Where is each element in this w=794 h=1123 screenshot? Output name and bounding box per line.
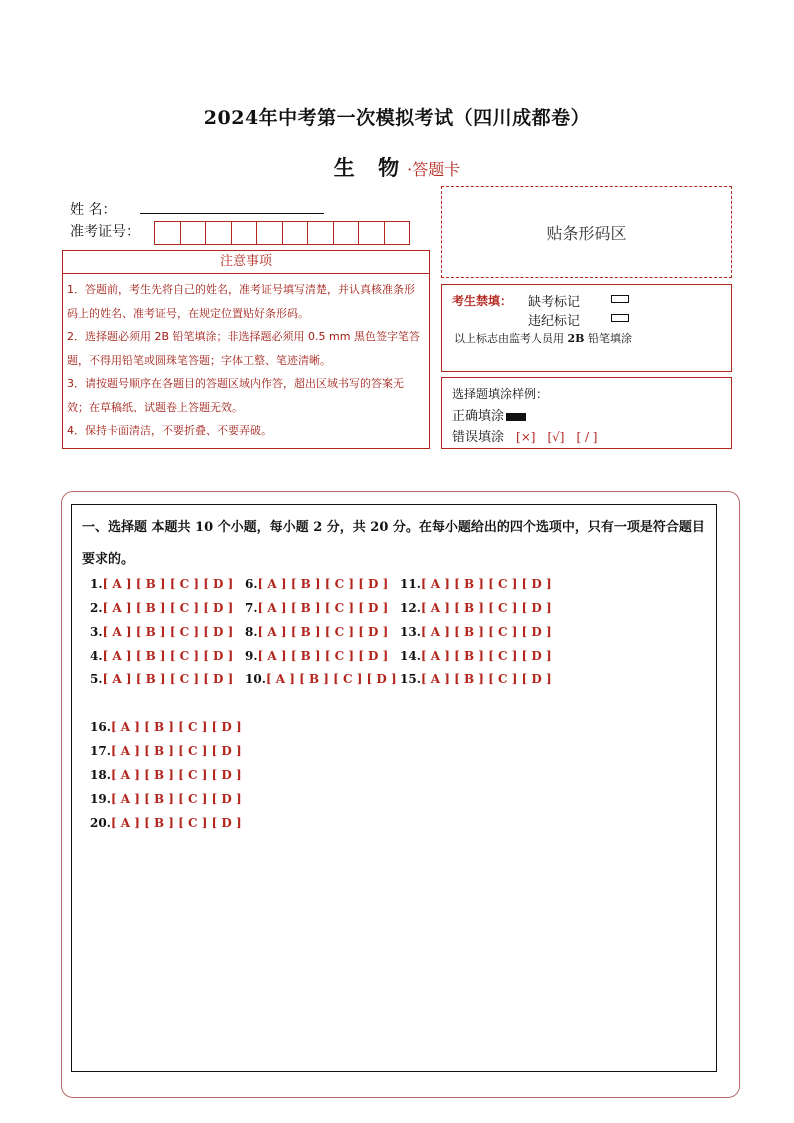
- absent-mark-box[interactable]: [611, 295, 629, 303]
- question-number: 2.: [90, 601, 103, 615]
- fill-sample-title: 选择题填涂样例：: [452, 387, 549, 401]
- subject-heading: [0, 152, 794, 182]
- question-number: 19.: [90, 792, 111, 806]
- question-number: 4.: [90, 649, 103, 663]
- question-7-options[interactable]: [245, 601, 388, 615]
- section-intro: 一、选择题 本题共 10 个小题，每小题 2 分，共 20 分。在每小题给出的四个选项中，只有一项是符合题目要求的。: [82, 520, 705, 567]
- question-11-options[interactable]: [400, 577, 552, 591]
- wrong-mark: [×]: [516, 430, 536, 444]
- exam-id-box[interactable]: [154, 221, 181, 245]
- option-bubbles[interactable]: [ A ] [ B ] [ C ] [ D ]: [420, 649, 552, 663]
- exam-id-box[interactable]: [384, 221, 411, 245]
- question-4-options[interactable]: [90, 649, 233, 663]
- card-title: 2024年中考第一次模拟考试（四川成都卷）: [203, 107, 591, 129]
- option-bubbles[interactable]: [ A ] [ B ] [ C ] [ D ]: [420, 672, 552, 686]
- option-bubbles[interactable]: [ A ] [ B ] [ C ] [ D ]: [102, 625, 234, 639]
- exam-id-box[interactable]: [307, 221, 334, 245]
- question-17-options[interactable]: [90, 744, 242, 758]
- name-field[interactable]: [140, 213, 324, 214]
- exam-id-box[interactable]: [282, 221, 309, 245]
- wrong-fill-row: 错误填涂 [×] [√] [ / ]: [452, 430, 598, 445]
- barcode-area: [441, 186, 732, 278]
- question-8-options[interactable]: [245, 625, 388, 639]
- option-bubbles[interactable]: [ A ] [ B ] [ C ] [ D ]: [102, 672, 234, 686]
- question-16-options[interactable]: [90, 720, 242, 734]
- exam-id-box[interactable]: [231, 221, 258, 245]
- forbidden-note: 以上标志由监考人员用 2B 铅笔填涂: [454, 332, 632, 345]
- exam-id-box[interactable]: [358, 221, 385, 245]
- barcode-label: 贴条形码区: [546, 224, 627, 243]
- question-12-options[interactable]: [400, 601, 552, 615]
- option-bubbles[interactable]: [ A ] [ B ] [ C ] [ D ]: [257, 625, 389, 639]
- name-label: 姓 名：: [70, 202, 117, 218]
- option-bubbles[interactable]: [ A ] [ B ] [ C ] [ D ]: [257, 577, 389, 591]
- filled-mark-icon: [506, 413, 526, 421]
- question-number: 10.: [245, 672, 266, 686]
- option-bubbles[interactable]: [ A ] [ B ] [ C ] [ D ]: [265, 672, 397, 686]
- question-14-options[interactable]: [400, 649, 552, 663]
- question-3-options[interactable]: [90, 625, 233, 639]
- option-bubbles[interactable]: [ A ] [ B ] [ C ] [ D ]: [110, 792, 242, 806]
- option-bubbles[interactable]: [ A ] [ B ] [ C ] [ D ]: [420, 577, 552, 591]
- question-number: 5.: [90, 672, 103, 686]
- question-number: 8.: [245, 625, 258, 639]
- fill-sample-box: [441, 377, 732, 449]
- absent-mark-label: 缺考标记: [528, 295, 581, 310]
- question-15-options[interactable]: [400, 672, 552, 686]
- question-number: 9.: [245, 649, 258, 663]
- option-bubbles[interactable]: [ A ] [ B ] [ C ] [ D ]: [110, 720, 242, 734]
- option-bubbles[interactable]: [ A ] [ B ] [ C ] [ D ]: [257, 649, 389, 663]
- question-6-options[interactable]: [245, 577, 388, 591]
- question-9-options[interactable]: [245, 649, 388, 663]
- question-18-options[interactable]: [90, 768, 242, 782]
- question-number: 11.: [400, 577, 421, 591]
- exam-id-label: 准考证号：: [70, 224, 140, 240]
- violation-mark-box[interactable]: [611, 314, 629, 322]
- exam-id-box[interactable]: [180, 221, 207, 245]
- exam-id-box[interactable]: [256, 221, 283, 245]
- question-number: 12.: [400, 601, 421, 615]
- violation-mark-label: 违纪标记: [528, 314, 581, 329]
- answer-card-label: ·答题卡: [407, 160, 461, 179]
- notice-item: 2．选择题必须用 2B 铅笔填涂；非选择题必须用 0.5 mm 黑色签字笔答题，不得用铅笔或圆珠笔答题；字体工整、笔迹清晰。: [67, 330, 420, 367]
- notice-item: 1．答题前，考生先将自己的姓名，准考证号填写清楚，并认真核准条形码上的姓名、准考证号，在规定位置贴好条形码。: [67, 283, 415, 320]
- question-number: 17.: [90, 744, 111, 758]
- question-number: 6.: [245, 577, 258, 591]
- option-bubbles[interactable]: [ A ] [ B ] [ C ] [ D ]: [102, 649, 234, 663]
- question-number: 18.: [90, 768, 111, 782]
- question-number: 14.: [400, 649, 421, 663]
- wrong-mark: [ / ]: [576, 430, 598, 444]
- notice-item: 4．保持卡面清洁，不要折叠、不要弄破。: [67, 424, 272, 437]
- question-number: 1.: [90, 577, 103, 591]
- question-number: 16.: [90, 720, 111, 734]
- correct-fill-row: 正确填涂: [452, 405, 526, 424]
- question-19-options[interactable]: [90, 792, 242, 806]
- exam-id-box[interactable]: [205, 221, 232, 245]
- wrong-mark: [√]: [547, 430, 565, 444]
- question-number: 13.: [400, 625, 421, 639]
- notice-box: [62, 274, 430, 449]
- question-number: 20.: [90, 816, 111, 830]
- question-2-options[interactable]: [90, 601, 233, 615]
- question-number: 15.: [400, 672, 421, 686]
- exam-id-box[interactable]: [333, 221, 360, 245]
- option-bubbles[interactable]: [ A ] [ B ] [ C ] [ D ]: [110, 768, 242, 782]
- option-bubbles[interactable]: [ A ] [ B ] [ C ] [ D ]: [102, 577, 234, 591]
- question-20-options[interactable]: [90, 816, 242, 830]
- exam-id-boxes[interactable]: [155, 221, 410, 245]
- question-5-options[interactable]: [90, 672, 233, 686]
- notice-title: 注意事项: [62, 250, 430, 274]
- notice-item: 3．请按题号顺序在各题目的答题区域内作答，超出区域书写的答案无效；在草稿纸、试题卷上答题无效。: [67, 377, 404, 414]
- option-bubbles[interactable]: [ A ] [ B ] [ C ] [ D ]: [420, 601, 552, 615]
- option-bubbles[interactable]: [ A ] [ B ] [ C ] [ D ]: [257, 601, 389, 615]
- question-10-options[interactable]: [245, 672, 397, 686]
- forbidden-label: 考生禁填：: [452, 294, 513, 308]
- question-13-options[interactable]: [400, 625, 552, 639]
- forbidden-box: [441, 284, 732, 372]
- question-number: 7.: [245, 601, 258, 615]
- option-bubbles[interactable]: [ A ] [ B ] [ C ] [ D ]: [102, 601, 234, 615]
- option-bubbles[interactable]: [ A ] [ B ] [ C ] [ D ]: [420, 625, 552, 639]
- subject-name: 生 物: [333, 155, 408, 180]
- option-bubbles[interactable]: [ A ] [ B ] [ C ] [ D ]: [110, 816, 242, 830]
- question-1-options[interactable]: [90, 577, 233, 591]
- question-number: 3.: [90, 625, 103, 639]
- option-bubbles[interactable]: [ A ] [ B ] [ C ] [ D ]: [110, 744, 242, 758]
